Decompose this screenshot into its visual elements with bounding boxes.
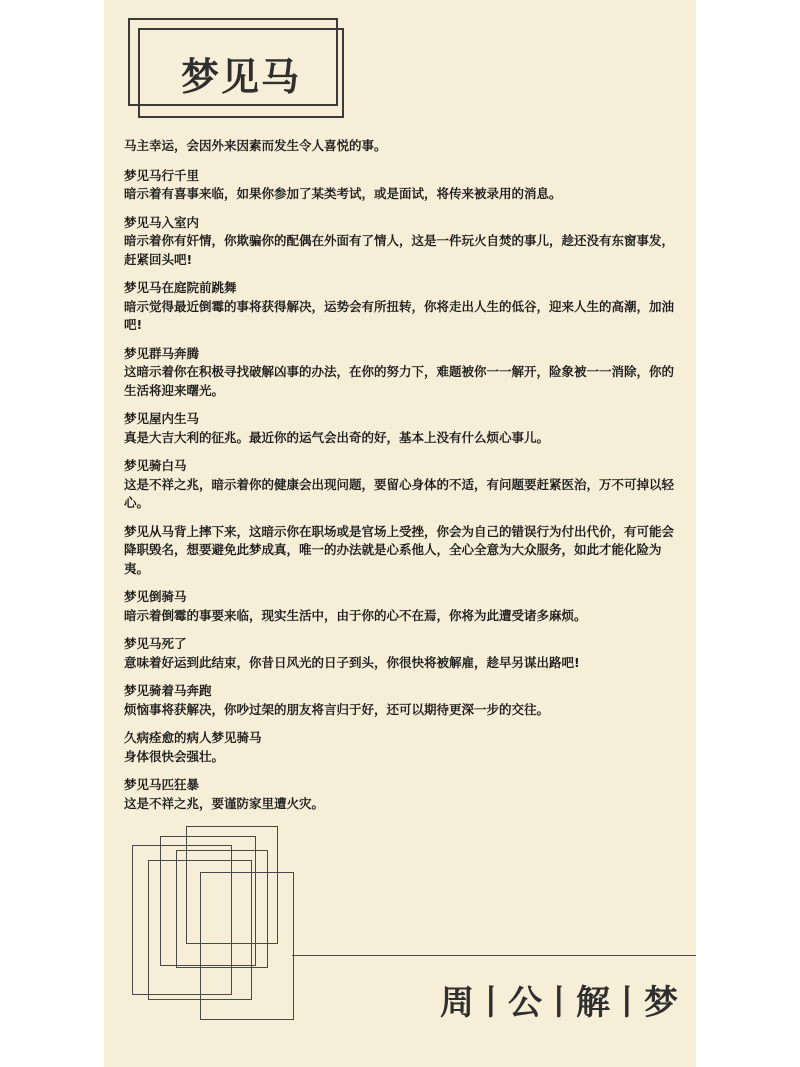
- entry: [124, 457, 684, 513]
- entry-body: 暗示着倒霉的事要来临，现实生活中，由于你的心不在焉，你将为此遭受诸多麻烦。: [124, 607, 587, 623]
- entry: [124, 410, 684, 447]
- entry-body: 这是不祥之兆，要谨防家里遭火灾。: [124, 795, 325, 811]
- entry: [124, 588, 684, 625]
- entry-title: 梦见马入室内: [124, 214, 200, 230]
- entry-body: 真是大吉大利的征兆。最近你的运气会出奇的好，基本上没有什么烦心事儿。: [124, 429, 550, 445]
- entry-body: 烦恼事将获解决，你吵过架的朋友将言归于好，还可以期待更深一步的交往。: [124, 701, 550, 717]
- entry-body: 暗示着有喜事来临，如果你参加了某类考试，或是面试，将传来被录用的消息。: [124, 186, 562, 201]
- decorative-frame: [200, 872, 294, 1020]
- entry-title: 梦见群马奔腾: [124, 345, 200, 361]
- footer-divider: [292, 955, 696, 956]
- page-title: 梦见马: [180, 55, 301, 99]
- article-body: [124, 137, 684, 823]
- entry-title: 梦见骑白马: [124, 458, 187, 473]
- entry: [124, 635, 684, 672]
- entry-title: 梦见马匹狂暴: [124, 777, 200, 792]
- entry-title: 梦见马行千里: [124, 167, 200, 183]
- entry: [124, 345, 684, 401]
- entry: [124, 776, 684, 813]
- entry-title: 梦见屋内生马: [124, 411, 200, 426]
- entry-body: 这是不祥之兆，暗示着你的健康会出现问题，要留心身体的不适，有问题要赶紧医治，万不可掉以轻心。: [124, 476, 675, 510]
- entry-title: 梦见马死了: [124, 636, 187, 651]
- footer-brand: 周丨公丨解丨梦: [440, 983, 678, 1023]
- entry-body: 这暗示着你在积极寻找破解凶事的办法，在你的努力下，难题被你一一解开，险象被一一消除，你的生活将迎来曙光。: [124, 364, 675, 398]
- entry: [124, 523, 684, 579]
- entry-title: 久病痊愈的病人梦见骑马: [124, 730, 262, 745]
- entry-body: 暗示着你有奸情，你欺骗你的配偶在外面有了情人，这是一件玩火自焚的事儿，趁还没有东窗事发，赶紧回头吧!: [124, 233, 675, 267]
- entry-title: 梦见骑着马奔跑: [124, 683, 212, 698]
- entry-body: 梦见从马背上摔下来，这暗示你在职场或是官场上受挫，你会为自己的错误行为付出代价，有可能会降职毁名，想要避免此梦成真，唯一的办法就是心系他人，全心全意为大众服务，如此才能化险为夷。: [124, 523, 675, 576]
- entry: [124, 167, 684, 204]
- entry: [124, 214, 684, 270]
- entry: [124, 729, 684, 766]
- entry-body: 暗示觉得最近倒霉的事将获得解决，运势会有所扭转，你将走出人生的低谷，迎来人生的高潮，加油吧!: [124, 298, 675, 332]
- intro-text: 马主幸运，会因外来因素而发生令人喜悦的事。: [124, 138, 387, 153]
- entry-body: 意味着好运到此结束，你昔日风光的日子到头，你很快将被解雇，趁早另谋出路吧!: [124, 654, 580, 670]
- entry-title: 梦见倒骑马: [124, 589, 187, 604]
- entry: [124, 682, 684, 719]
- entry-body: 身体很快会强壮。: [124, 748, 225, 764]
- entry: [124, 279, 684, 335]
- entry-title: 梦见马在庭院前跳舞: [124, 280, 237, 295]
